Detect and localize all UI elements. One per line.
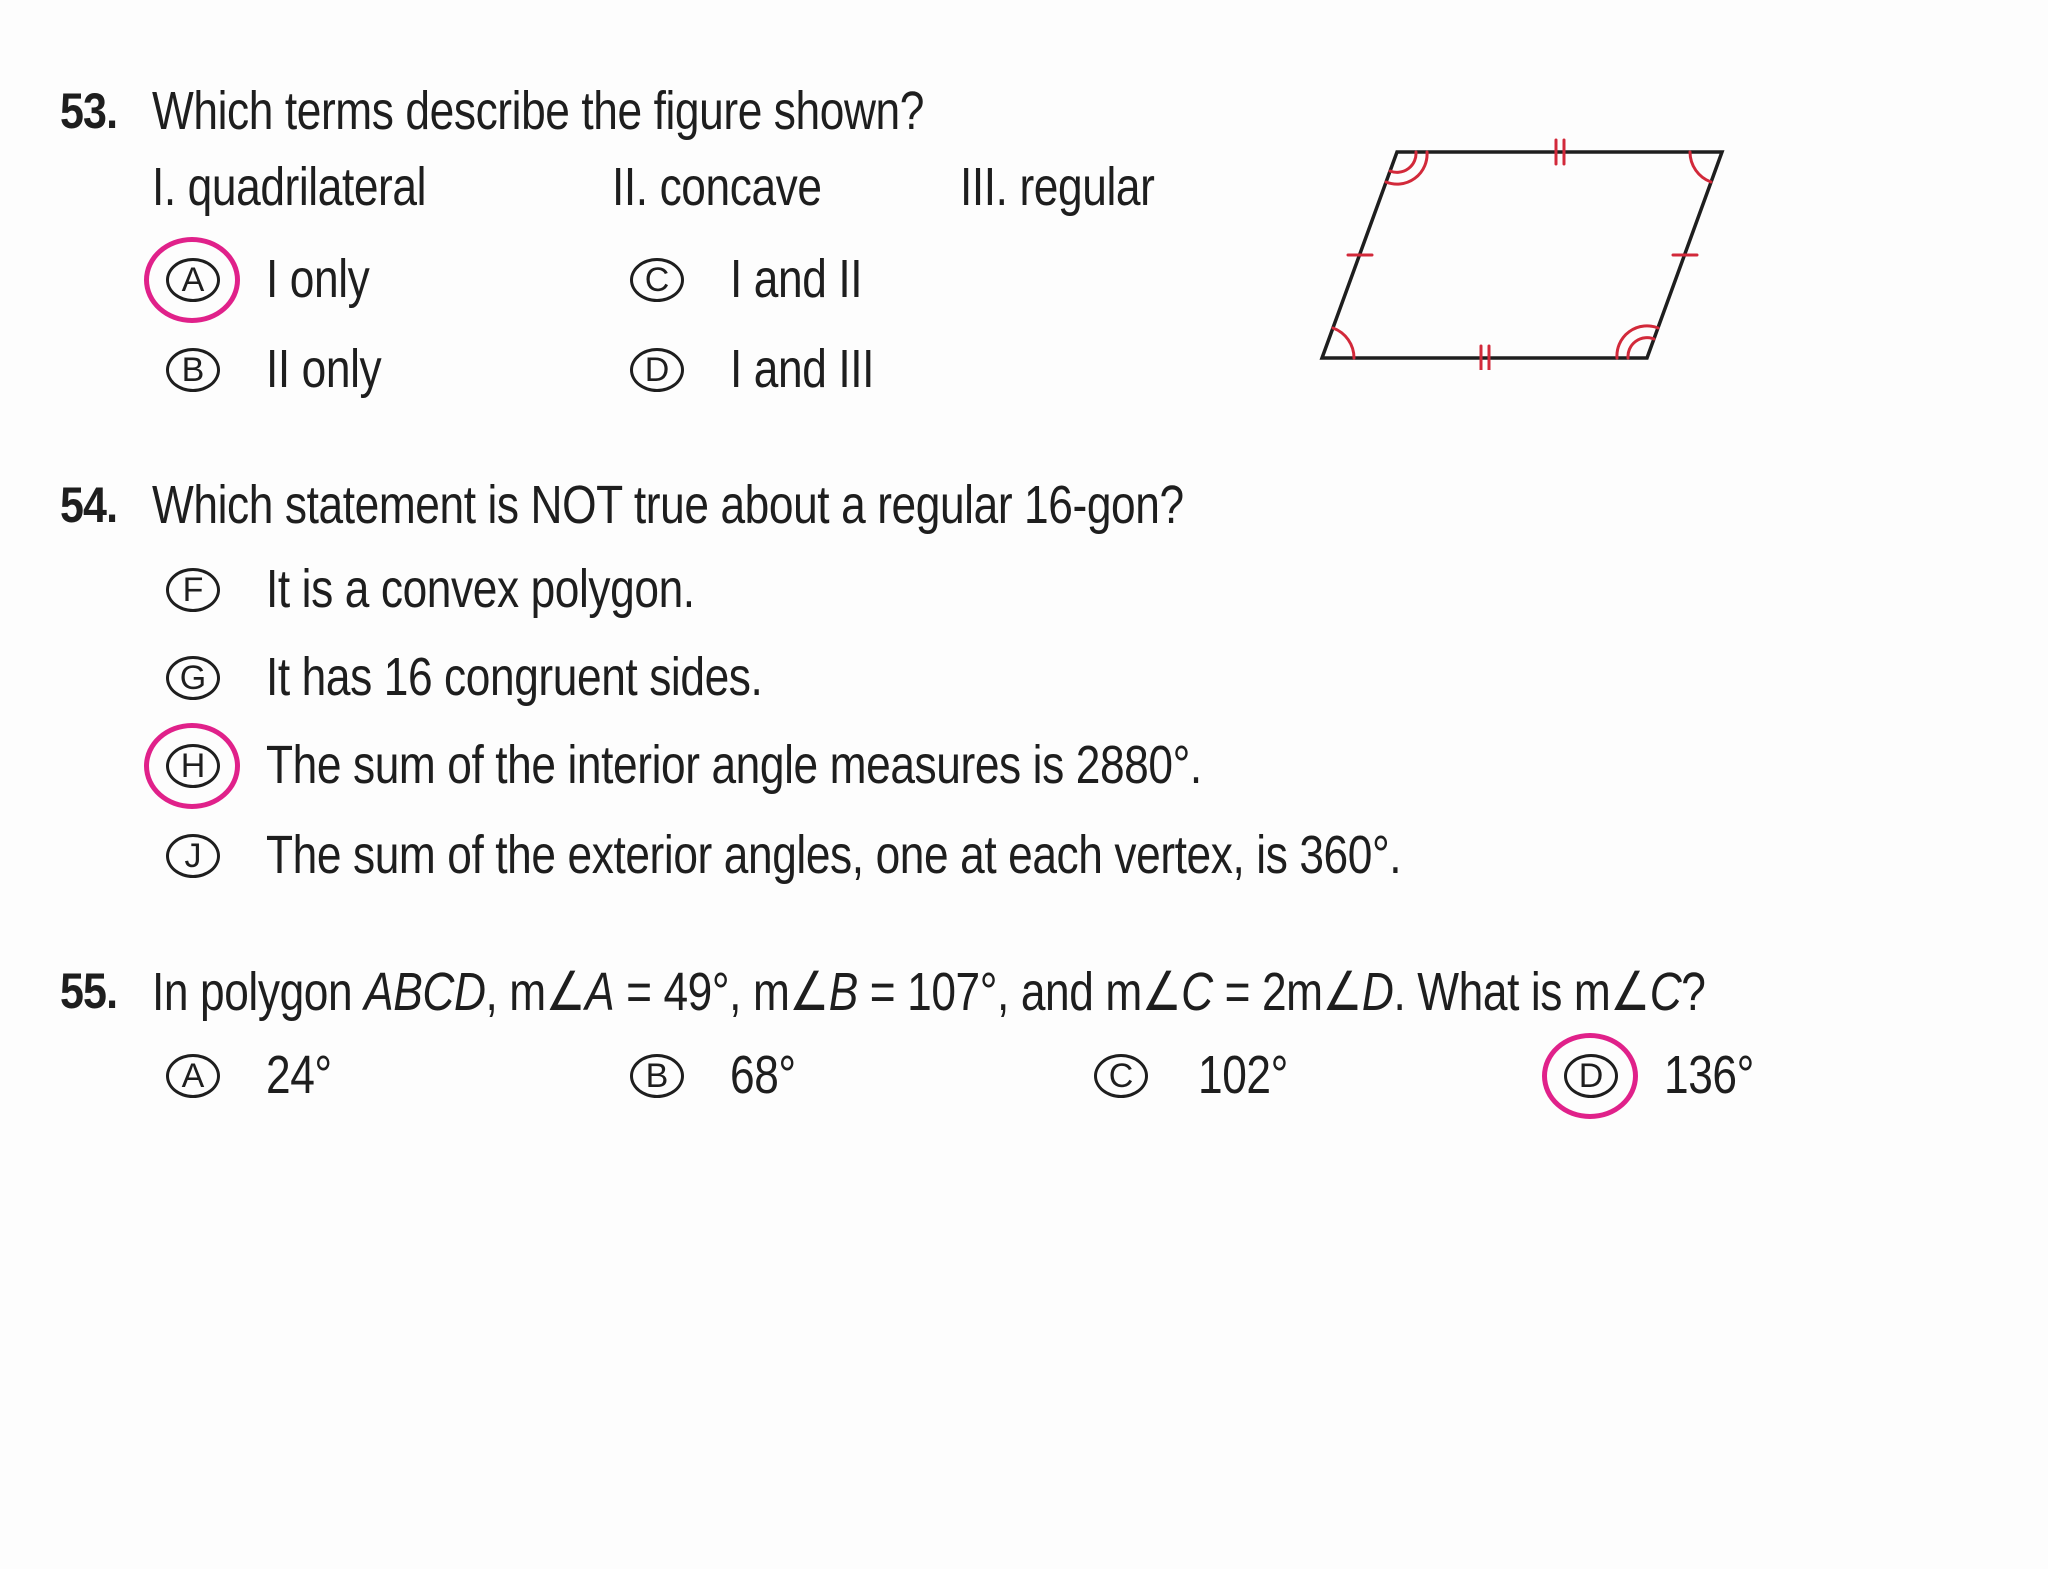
answer-bubble-54-h[interactable]: H bbox=[166, 744, 220, 788]
option-53-c-text: I and II bbox=[730, 249, 863, 309]
answer-bubble-55-c[interactable]: C bbox=[1094, 1054, 1148, 1098]
answer-bubble-54-f[interactable]: F bbox=[166, 568, 220, 612]
option-54-f-text: It is a convex polygon. bbox=[266, 559, 695, 619]
answer-bubble-55-a[interactable]: A bbox=[166, 1054, 220, 1098]
term-quadrilateral: I. quadrilateral bbox=[152, 157, 427, 217]
option-53-a-text: I only bbox=[266, 249, 370, 309]
angle-mark-top-right bbox=[1690, 152, 1711, 182]
term-concave: II. concave bbox=[612, 157, 822, 217]
question-54-number: 54. bbox=[60, 477, 118, 533]
question-54-stem: Which statement is NOT true about a regular 16-gon? bbox=[152, 475, 1184, 535]
answer-bubble-53-d[interactable]: D bbox=[630, 348, 684, 392]
question-53-stem: Which terms describe the figure shown? bbox=[152, 81, 924, 141]
answer-bubble-55-b[interactable]: B bbox=[630, 1054, 684, 1098]
option-53-b-text: II only bbox=[266, 339, 382, 399]
question-55-number: 55. bbox=[60, 963, 118, 1019]
angle-mark-bottom-left bbox=[1333, 328, 1354, 358]
option-54-g-text: It has 16 congruent sides. bbox=[266, 647, 763, 707]
answer-bubble-53-b[interactable]: B bbox=[166, 348, 220, 392]
term-regular: III. regular bbox=[960, 157, 1155, 217]
answer-bubble-53-c[interactable]: C bbox=[630, 258, 684, 302]
question-53-number: 53. bbox=[60, 83, 118, 139]
option-55-a-text: 24° bbox=[266, 1045, 332, 1105]
option-54-h-text: The sum of the interior angle measures is 2880°. bbox=[266, 735, 1202, 795]
answer-bubble-53-a[interactable]: A bbox=[166, 258, 220, 302]
answer-bubble-55-d[interactable]: D bbox=[1564, 1054, 1618, 1098]
answer-bubble-54-j[interactable]: J bbox=[166, 834, 220, 878]
option-54-j-text: The sum of the exterior angles, one at each vertex, is 360°. bbox=[266, 825, 1402, 885]
answer-bubble-54-g[interactable]: G bbox=[166, 656, 220, 700]
option-55-c-text: 102° bbox=[1198, 1045, 1288, 1105]
option-53-d-text: I and III bbox=[730, 339, 875, 399]
option-55-b-text: 68° bbox=[730, 1045, 796, 1105]
parallelogram-figure bbox=[1310, 130, 1740, 370]
question-55-stem: In polygon ABCD, m∠A = 49°, m∠B = 107°, and m∠C = 2m∠D. What is m∠C? bbox=[152, 962, 1706, 1022]
parallelogram-outline bbox=[1322, 152, 1722, 358]
option-55-d-text: 136° bbox=[1664, 1045, 1754, 1105]
